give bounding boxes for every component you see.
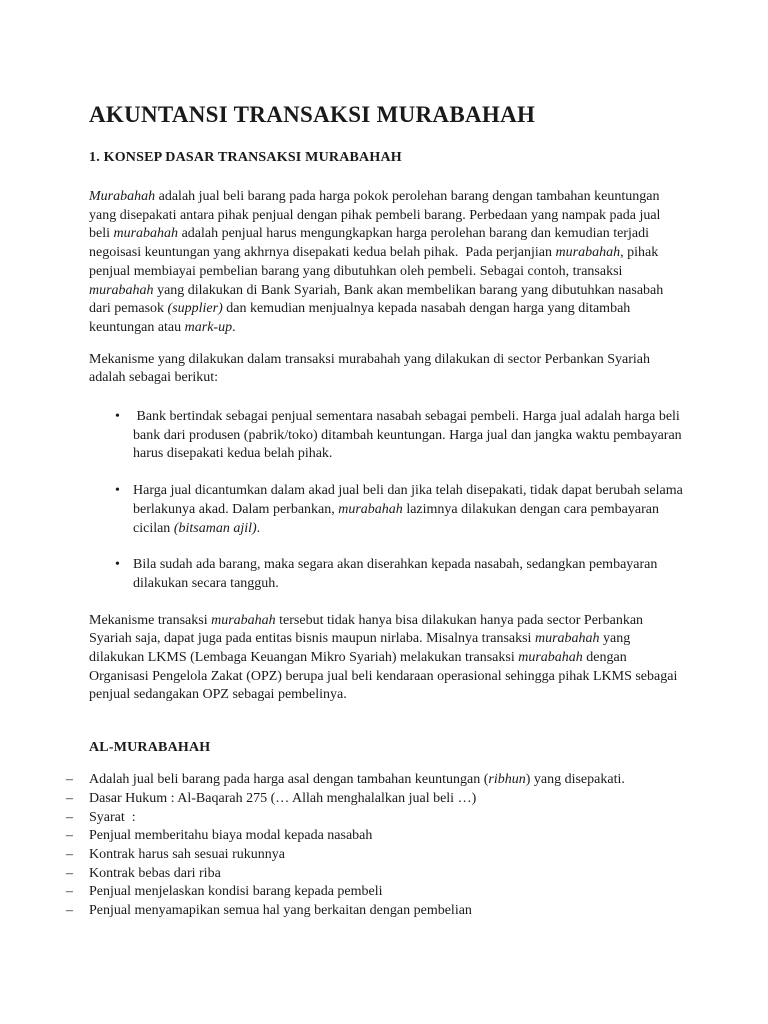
bullet-icon: •: [115, 557, 120, 573]
dash-list-al-murabahah: [66, 771, 684, 921]
paragraph-text: Mekanisme yang dilakukan dalam transaksi murabahah yang dilakukan di sector Perbankan Syariah adalah sebagai berikut:: [89, 351, 654, 386]
dash-icon: –: [66, 772, 73, 788]
dash-icon: –: [66, 828, 73, 844]
dash-item-text: Syarat :: [89, 809, 136, 825]
bullet-item-bank-penjual: [89, 408, 684, 464]
bullet-icon: •: [115, 409, 120, 425]
dash-item-bebas-riba: [66, 865, 684, 884]
dash-icon: –: [66, 884, 73, 900]
bullet-item-harga-jual-akad: [89, 482, 687, 538]
bullet-list-mekanisme: [89, 408, 687, 594]
dash-icon: –: [66, 903, 73, 919]
paragraph-mekanisme-lanjutan: [89, 612, 684, 706]
dash-item-dasar-hukum: [66, 790, 684, 809]
dash-item-text: Dasar Hukum : Al-Baqarah 275 (… Allah menghalalkan jual beli …): [89, 790, 477, 806]
dash-item-text: Adalah jual beli barang pada harga asal dengan tambahan keuntungan (ribhun) yang disepakati.: [89, 772, 625, 788]
section-heading-al-murabahah: AL-MURABAHAH: [89, 740, 211, 756]
bullet-item-penyerahan-barang: [89, 556, 684, 593]
document-title: AKUNTANSI TRANSAKSI MURABAHAH: [89, 102, 536, 127]
dash-icon: –: [66, 809, 73, 825]
bullet-item-text: Harga jual dicantumkan dalam akad jual beli dan jika telah disepakati, tidak dapat berubah selama berlakunya akad. Dalam perbankan, murabahah lazimnya dilakukan dengan cara pembayaran cicilan (bitsaman ajil).: [133, 483, 687, 536]
dash-item-text: Penjual memberitahu biaya modal kepada nasabah: [89, 828, 373, 844]
dash-item-text: Kontrak bebas dari riba: [89, 865, 221, 881]
dash-item-text: Penjual menjelaskan kondisi barang kepada pembeli: [89, 884, 383, 900]
dash-item-syarat: [66, 809, 684, 828]
dash-item-biaya-modal: [66, 827, 684, 846]
paragraph-text: Mekanisme transaksi murabahah tersebut tidak hanya bisa dilakukan hanya pada sector Perbankan Syariah saja, dapat juga pada entitas bisnis maupun nirlaba. Misalnya transaksi murabahah yang dilakukan LKMS (Lembaga Keuangan Mikro Syariah) melakukan transaksi murabahah dengan Organisasi Pengelola Zakat (OPZ) berupa jual beli kendaraan operasional sehingga pihak LKMS sebagai penjual sedangakan OPZ sebagai pembelinya.: [89, 612, 681, 703]
paragraph-mekanisme-intro: [89, 351, 684, 388]
dash-item-text: Kontrak harus sah sesuai rukunnya: [89, 846, 285, 862]
dash-item-menyampaikan-semua: [66, 902, 684, 921]
dash-item-text: Penjual menyamapikan semua hal yang berkaitan dengan pembelian: [89, 903, 472, 919]
dash-item-definisi: [66, 771, 684, 790]
paragraph-text: Murabahah adalah jual beli barang pada harga pokok perolehan barang dengan tambahan keuntungan yang disepakati antara pihak penjual dengan pihak pembeli barang. Perbedaan yang nampak pada jual beli murabahah adalah penjual harus mengungkapkan harga perolehan barang dan kemudian terjadi negoisasi keuntungan yang akhrnya disepakati kedua belah pihak. Pada perjanjian murabahah, pihak penjual membiayai pembelian barang yang dibutuhkan oleh pembeli. Sebagai contoh, transaksi murabahah yang dilakukan di Bank Syariah, Bank akan membelikan barang yang dibutuhkan nasabah dari pemasok (supplier) dan kemudian menjualnya kepada nasabah dengan harga yang ditambah keuntungan atau mark-up.: [89, 189, 667, 335]
dash-icon: –: [66, 865, 73, 881]
dash-item-kondisi-barang: [66, 883, 684, 902]
dash-item-kontrak-sah: [66, 846, 684, 865]
bullet-item-text: Bila sudah ada barang, maka segara akan diserahkan kepada nasabah, sedangkan pembayaran dilakukan secara tangguh.: [133, 557, 661, 591]
bullet-icon: •: [115, 483, 120, 499]
bullet-item-text: Bank bertindak sebagai penjual sementara nasabah sebagai pembeli. Harga jual adalah harga beli bank dari produsen (pabrik/toko) ditambah keuntungan. Harga jual dan jangka waktu pembayaran harus disepakati kedua belah pihak.: [133, 409, 686, 462]
section-heading-konsep-dasar: 1. KONSEP DASAR TRANSAKSI MURABAHAH: [89, 150, 402, 165]
dash-icon: –: [66, 846, 73, 862]
paragraph-definisi-murabahah: [89, 188, 684, 338]
dash-icon: –: [66, 790, 73, 806]
